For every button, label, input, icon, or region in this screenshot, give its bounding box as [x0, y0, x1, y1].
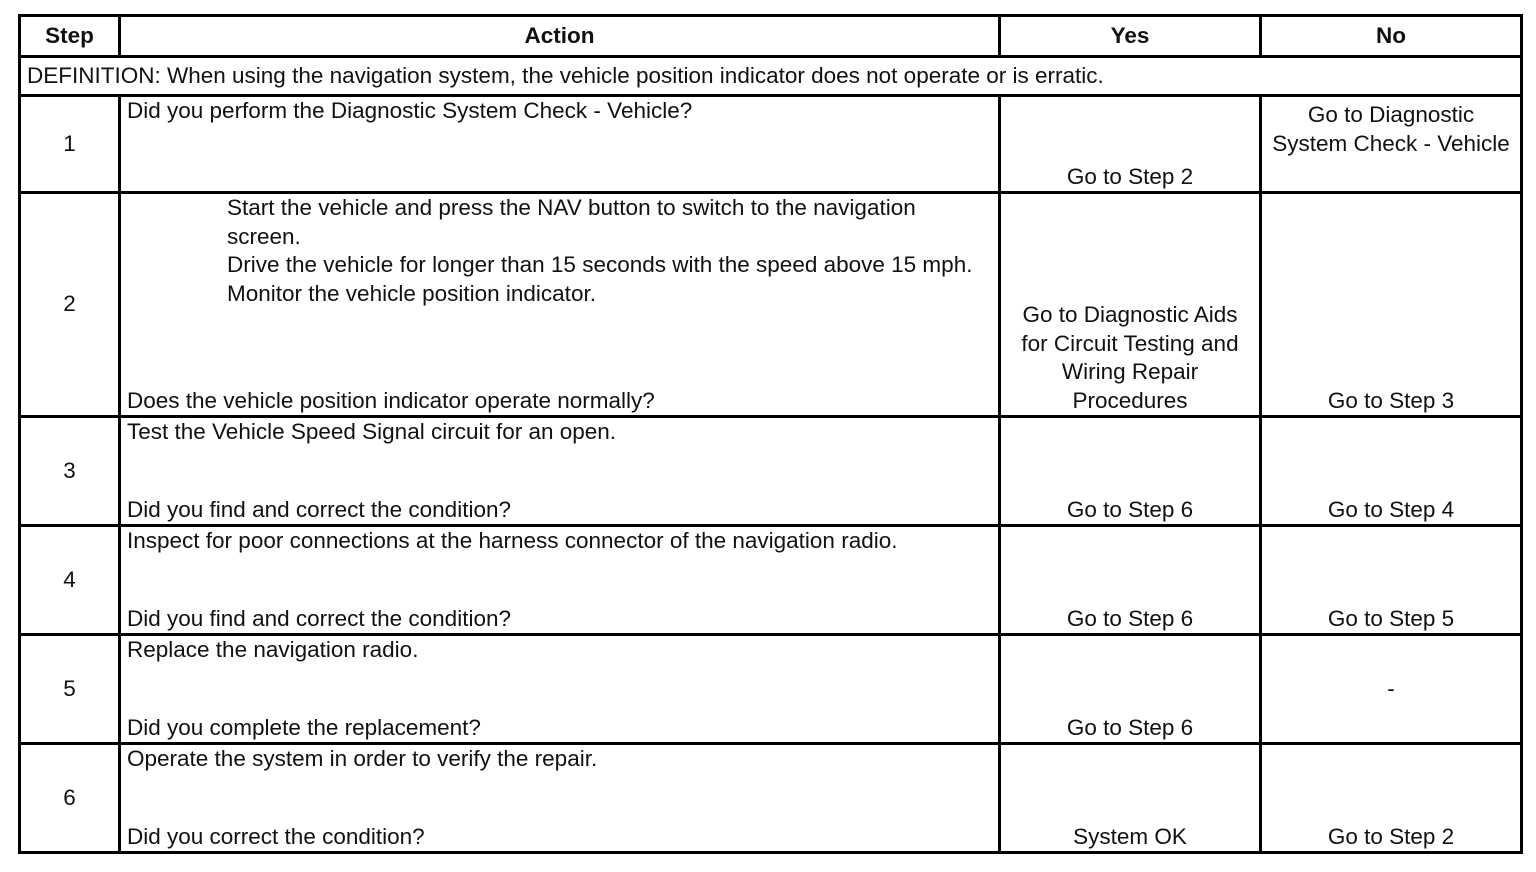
yes-cell: Go to Step 6	[1000, 635, 1261, 744]
action-text: Operate the system in order to verify the repair.	[127, 746, 598, 771]
action-text: Test the Vehicle Speed Signal circuit for an open.	[127, 419, 617, 444]
action-cell	[120, 417, 1000, 526]
no-cell: -	[1261, 635, 1522, 744]
yes-cell: System OK	[1000, 744, 1261, 853]
step-number: 3	[20, 417, 120, 526]
step-number: 2	[20, 193, 120, 417]
step-number: 5	[20, 635, 120, 744]
header-no: No	[1261, 16, 1522, 57]
step-number: 4	[20, 526, 120, 635]
action-text: Inspect for poor connections at the harness connector of the navigation radio.	[127, 528, 898, 553]
table-row	[20, 526, 1522, 635]
action-cell	[120, 526, 1000, 635]
substep-item: Start the vehicle and press the NAV button to switch to the navigation screen.	[227, 195, 916, 249]
table-row	[20, 635, 1522, 744]
table-row	[20, 417, 1522, 526]
action-question: Did you find and correct the condition?	[127, 605, 511, 631]
diagnostic-table	[18, 14, 1523, 854]
action-question: Did you complete the replacement?	[127, 714, 481, 740]
no-cell: Go to Diagnostic System Check - Vehicle	[1261, 96, 1522, 193]
header-action: Action	[120, 16, 1000, 57]
table-row	[20, 744, 1522, 853]
table-row	[20, 193, 1522, 417]
action-cell	[120, 744, 1000, 853]
action-question: Did you correct the condition?	[127, 823, 425, 849]
action-text: Did you perform the Diagnostic System Check - Vehicle?	[127, 98, 693, 123]
no-cell: Go to Step 5	[1261, 526, 1522, 635]
action-question: Did you find and correct the condition?	[127, 496, 511, 522]
table-row	[20, 96, 1522, 193]
yes-cell: Go to Diagnostic Aids for Circuit Testing and Wiring Repair Procedures	[1000, 193, 1261, 417]
definition-text: DEFINITION: When using the navigation system, the vehicle position indicator does not operate or is erratic.	[20, 57, 1522, 96]
action-cell	[120, 193, 1000, 417]
definition-row	[20, 57, 1522, 96]
header-yes: Yes	[1000, 16, 1261, 57]
action-text: Replace the navigation radio.	[127, 637, 419, 662]
action-cell	[120, 96, 1000, 193]
substep-item: Monitor the vehicle position indicator.	[227, 280, 596, 306]
yes-cell: Go to Step 6	[1000, 417, 1261, 526]
yes-cell: Go to Step 2	[1000, 96, 1261, 193]
yes-cell: Go to Step 6	[1000, 526, 1261, 635]
action-question: Does the vehicle position indicator operate normally?	[127, 387, 655, 413]
no-cell: Go to Step 4	[1261, 417, 1522, 526]
step-number: 1	[20, 96, 120, 193]
step-number: 6	[20, 744, 120, 853]
no-cell: Go to Step 3	[1261, 193, 1522, 417]
header-step: Step	[20, 16, 120, 57]
header-row	[20, 16, 1522, 57]
action-cell	[120, 635, 1000, 744]
no-cell: Go to Step 2	[1261, 744, 1522, 853]
substep-item: Drive the vehicle for longer than 15 seconds with the speed above 15 mph.	[227, 252, 973, 277]
substep-list	[127, 194, 992, 308]
